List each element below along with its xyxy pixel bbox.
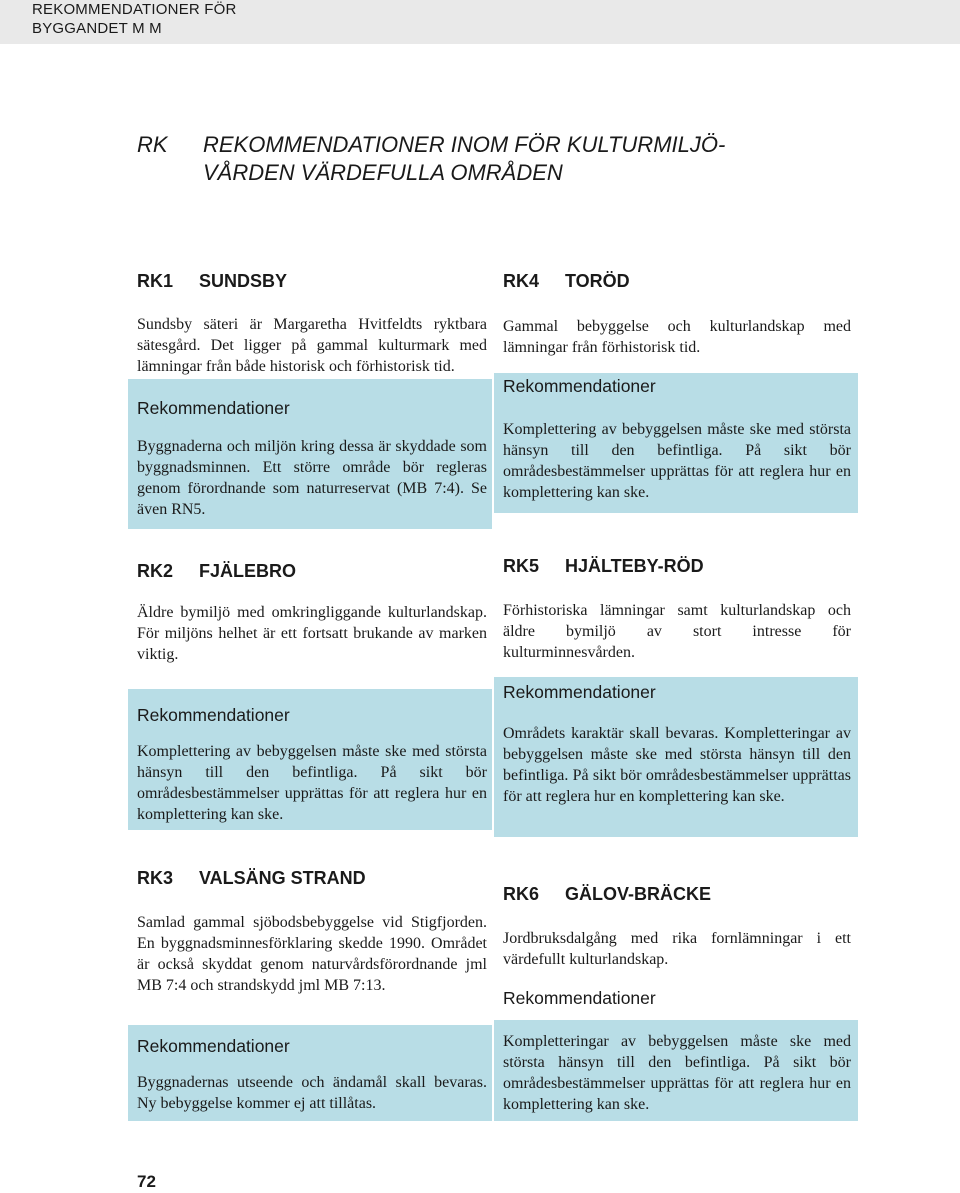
page-title-line2: VÅRDEN VÄRDEFULLA OMRÅDEN [203,160,563,185]
page-title-code: RK [137,132,168,157]
rk5-name: HJÄLTEBY-RÖD [565,556,704,576]
rk1-description: Sundsby säteri är Margaretha Hvitfeldts ryktbara sätesgård. Det ligger på gammal kulturmark med lämningar från både historisk och förhistorisk tid. [137,316,487,375]
rk2-name: FJÄLEBRO [199,561,297,581]
rk1-heading [137,271,287,292]
rk6-rec-text: Kompletteringar av bebyggelsen måste ske med största hänsyn till den befintliga. På sikt bör områdesbestämmelser upprättas för att reglera hur en komplettering kan ske. [503,1033,851,1113]
rk2-description: Äldre bymiljö med omkringliggande kulturlandskap. För miljöns helhet är ett fortsatt brukande av marken viktig. [137,604,487,663]
rk6-rec-label: Rekommendationer [503,988,656,1008]
rk3-description: Samlad gammal sjöbodsbebyggelse vid Stigfjorden. En byggnadsminnesförklaring skedde 1990. Området är också skyddat genom naturvårdsförordnande jml MB 7:4 och strandskydd jml MB 7:13. [137,914,487,994]
rk1-code: RK1 [137,271,174,291]
rk4-description: Gammal bebyggelse och kulturlandskap med lämningar från förhistorisk tid. [503,318,851,356]
rk1-name: SUNDSBY [199,271,288,291]
rk6-heading [503,884,711,905]
rk6-description: Jordbruksdalgång med rika fornlämningar i ett värdefullt kulturlandskap. [503,930,851,968]
rk5-rec-text: Områdets karaktär skall bevaras. Kompletteringar av bebyggelsen måste ske med största hänsyn till den befintliga. På sikt bör områdesbestämmelser upprättas för att reglera hur en komplettering kan ske. [503,725,851,805]
rk4-rec-text: Komplettering av bebyggelsen måste ske med största hänsyn till den befintliga. På sikt bör områdesbestämmelser upprättas för att reglera hur en komplettering kan ske. [503,421,851,501]
rk3-code: RK3 [137,868,174,888]
rk4-heading [503,271,630,292]
running-header-line1: REKOMMENDATIONER FÖR [32,1,237,18]
rk3-name: VALSÄNG STRAND [199,868,366,888]
rk5-heading [503,556,704,577]
rk6-name: GÄLOV-BRÄCKE [565,884,712,904]
rk5-code: RK5 [503,556,540,576]
rk2-rec-text: Komplettering av bebyggelsen måste ske med största hänsyn till den befintliga. På sikt bör områdesbestämmelser upprättas för att reglera hur en komplettering kan ske. [137,743,487,823]
running-header-line2: BYGGANDET M M [32,20,162,37]
rk2-rec-label: Rekommendationer [137,705,290,725]
rk6-code: RK6 [503,884,540,904]
rk5-description: Förhistoriska lämningar samt kulturlandskap och äldre bymiljö av stort intresse för kulturminnesvården. [503,602,851,661]
rk3-heading [137,868,366,889]
rk5-rec-label: Rekommendationer [503,682,656,702]
rk4-name: TORÖD [565,271,630,291]
rk1-rec-label: Rekommendationer [137,398,290,418]
rk4-code: RK4 [503,271,540,291]
page-number: 72 [137,1172,156,1191]
rk3-rec-text: Byggnadernas utseende och ändamål skall bevaras. Ny bebyggelse kommer ej att tillåtas. [137,1074,487,1112]
running-header [32,0,237,38]
rk1-rec-text: Byggnaderna och miljön kring dessa är skyddade som byggnadsminnen. Ett större område bör regleras genom förordnande som naturreservat (MB 7:4). Se även RN5. [137,438,487,518]
rk2-code: RK2 [137,561,174,581]
page-title-line1: REKOMMENDATIONER INOM FÖR KULTURMILJÖ- [203,132,726,157]
rk3-rec-label: Rekommendationer [137,1036,290,1056]
rk4-rec-label: Rekommendationer [503,376,656,396]
rk2-heading [137,561,296,582]
